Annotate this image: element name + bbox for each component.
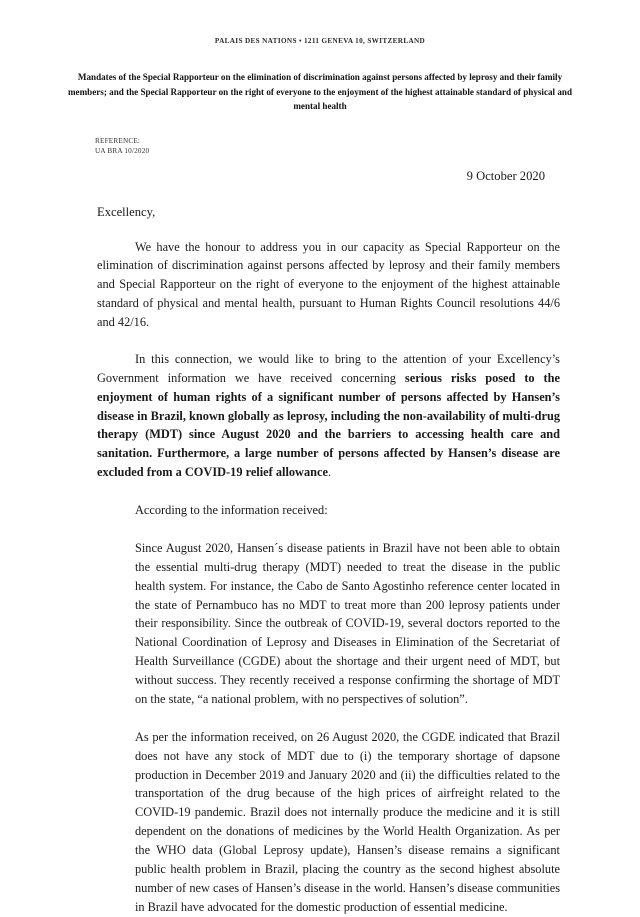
allegation-block-1	[135, 520, 560, 709]
paragraph-introduction: We have the honour to address you in our capacity as Special Rapporteur on the elimination of discrimination against persons affected by leprosy and their family members and Special Rapporteur on the right of everyone to the enjoyment of the highest attainable standard of physical and mental health, pursuant to Human Rights Council resolutions 44/6 and 42/16.	[97, 239, 560, 330]
reference-value: UA BRA 10/2020	[95, 147, 150, 156]
letterhead-address: PALAIS DES NATIONS • 1211 GENEVA 10, SWITZERLAND	[214, 37, 426, 45]
mandate-title: Mandates of the Special Rapporteur on the elimination of discrimination against persons affected by leprosy and their family members; and the Special Rapporteur on the right of everyone to the enjoyment of the highest attainable standard of physical and mental health	[67, 72, 572, 112]
connection-bold-run: serious risks posed to the enjoyment of human rights of a significant number of persons affected by Hansen’s disease in Brazil, known globally as leprosy, including the non-availability of multi-drug therapy (MDT) since August 2020 and the barriers to accessing health care and sanitation. Furthermore, a large number of persons affected by Hansen’s disease are excluded from a COVID-19 relief allowance	[97, 370, 560, 480]
reference-block	[95, 136, 640, 156]
allegation-block-2	[135, 709, 560, 917]
allegation-text-1: Since August 2020, Hansen´s disease patients in Brazil have not been able to obtain the essential multi-drug therapy (MDT) needed to treat the disease in the public health system. For instance, the Cabo de Santo Agostinho reference center located in the state of Pernambuco has no MDT to treat more than 200 leprosy patients under their responsibility. Since the outbreak of COVID-19, several doctors reported to the National Coordination of Leprosy and Diseases in Elimination of the Secretariat of Health Surveillance (CGDE) about the shortage and their urgent need of MDT, but without success. They recently received a response confirming the shortage of MDT on the state, “a national problem, with no perspectives of solution”.	[135, 540, 560, 706]
allegation-text-2: As per the information received, on 26 August 2020, the CGDE indicated that Brazil does not have any stock of MDT due to (i) the temporary shortage of dapsone production in December 2019 and January 2020 and (ii) the difficulties related to the transportation of the drug because of the high prices of airfreight related to the COVID-19 pandemic. Brazil does not internally produce the medicine and it is still dependent on the donations of medicines by the World Health Organization. As per the WHO data (Global Leprosy update), Hansen’s disease remains a significant public health problem in Brazil, placing the country as the second highest absolute number of new cases of Hansen’s disease in the world. Hansen’s disease communities in Brazil have advocated for the domestic production of essential medicine.	[135, 729, 560, 914]
salutation: Excellency,	[97, 204, 156, 219]
paragraph-lead-in: According to the information received:	[135, 503, 328, 518]
letter-date: 9 October 2020	[466, 168, 545, 183]
connection-tail-run: .	[327, 465, 332, 480]
letter-body	[97, 220, 560, 917]
paragraph-connection	[97, 332, 560, 482]
reference-label: REFERENCE:	[95, 137, 141, 146]
connection-normal-run: In this connection, we would like to bring to the attention of your Excellency’s Government information we have received concerning	[97, 351, 560, 385]
